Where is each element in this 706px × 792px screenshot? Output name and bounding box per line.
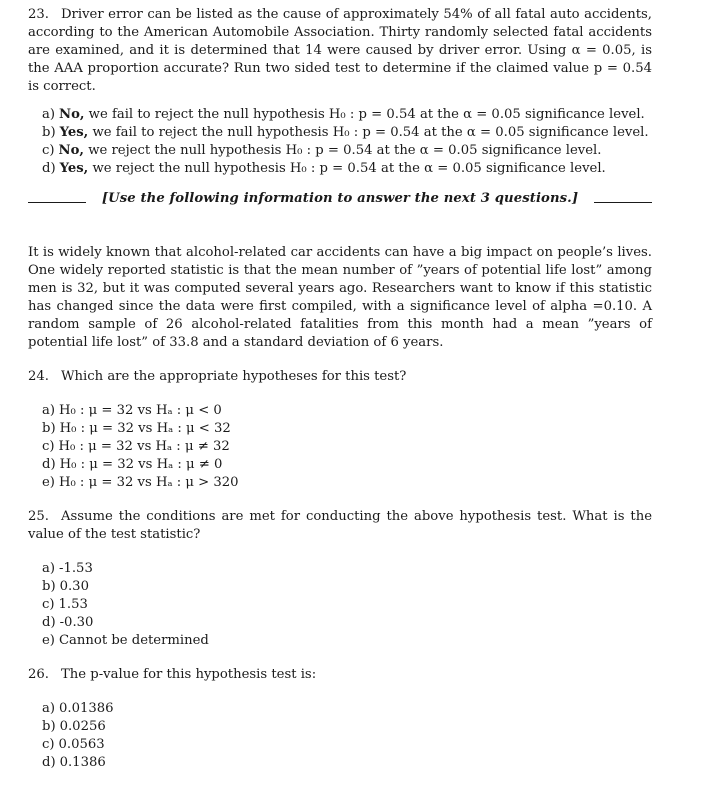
option-c[interactable]: c) No, we reject the null hypothesis H₀ : p = 0.54 at the α = 0.05 significance level. — [42, 143, 602, 158]
option-d[interactable]: d) -0.30 — [42, 615, 94, 630]
q24-options — [42, 402, 652, 492]
question-23 — [28, 6, 652, 96]
question-number: 25. — [28, 509, 49, 524]
divider-left — [28, 202, 86, 203]
question-number: 24. — [28, 369, 49, 384]
option-d[interactable]: d) 0.1386 — [42, 755, 106, 770]
question-26 — [28, 666, 652, 684]
context-paragraph: It is widely known that alcohol-related car accidents can have a big impact on people’s lives. One widely reported statistic is that the mean number of ”years of potential life lost” among men is 32, but it was computed several years ago. Researchers want to know if this statistic has changed since the data were first compiled, with a significance level of alpha =0.10. A random sample of 26 alcohol-related fatalities from this month had a mean ”years of potential life lost” of 33.8 and a standard deviation of 6 years. — [28, 245, 652, 350]
option-b[interactable]: b) 0.0256 — [42, 719, 106, 734]
question-text: Driver error can be listed as the cause of approximately 54% of all fatal auto accidents, according to the American Automobile Association. Thirty randomly selected fatal accidents are examined, and it is determined that 14 were caused by driver error. Using α = 0.05, is the AAA proportion accurate? Run two sided test to determine if the claimed value p = 0.54 is correct. — [28, 7, 652, 94]
option-d[interactable]: d) H₀ : μ = 32 vs Hₐ : μ ≠ 0 — [42, 457, 223, 472]
option-e[interactable]: e) H₀ : μ = 32 vs Hₐ : μ > 320 — [42, 475, 239, 490]
question-text: Which are the appropriate hypotheses for this test? — [60, 369, 407, 384]
separator-note: [Use the following information to answer the next 3 questions.] — [101, 191, 579, 206]
question-text: The p-value for this hypothesis test is: — [60, 667, 317, 682]
option-c[interactable]: c) 1.53 — [42, 597, 88, 612]
option-b[interactable]: b) Yes, we fail to reject the null hypothesis H₀ : p = 0.54 at the α = 0.05 significance level. — [42, 125, 649, 140]
worksheet-page — [28, 6, 652, 772]
option-e[interactable]: e) Cannot be determined — [42, 633, 209, 648]
question-25 — [28, 508, 652, 544]
option-d[interactable]: d) Yes, we reject the null hypothesis H₀ : p = 0.54 at the α = 0.05 significance level. — [42, 161, 606, 176]
option-b[interactable]: b) H₀ : μ = 32 vs Hₐ : μ < 32 — [42, 421, 231, 436]
question-text: Assume the conditions are met for conducting the above hypothesis test. What is the value of the test statistic? — [28, 509, 652, 542]
question-number: 23. — [28, 7, 49, 22]
question-24 — [28, 368, 652, 386]
option-c[interactable]: c) H₀ : μ = 32 vs Hₐ : μ ≠ 32 — [42, 439, 230, 454]
section-separator — [28, 190, 652, 208]
option-a[interactable]: a) 0.01386 — [42, 701, 114, 716]
option-a[interactable]: a) -1.53 — [42, 561, 93, 576]
option-b[interactable]: b) 0.30 — [42, 579, 89, 594]
option-c[interactable]: c) 0.0563 — [42, 737, 105, 752]
q23-options — [42, 106, 652, 178]
q26-options — [42, 700, 652, 772]
divider-right — [594, 202, 652, 203]
q25-options — [42, 560, 652, 650]
option-a[interactable]: a) H₀ : μ = 32 vs Hₐ : μ < 0 — [42, 403, 222, 418]
option-a[interactable]: a) No, we fail to reject the null hypothesis H₀ : p = 0.54 at the α = 0.05 significance level. — [42, 107, 645, 122]
question-number: 26. — [28, 667, 49, 682]
